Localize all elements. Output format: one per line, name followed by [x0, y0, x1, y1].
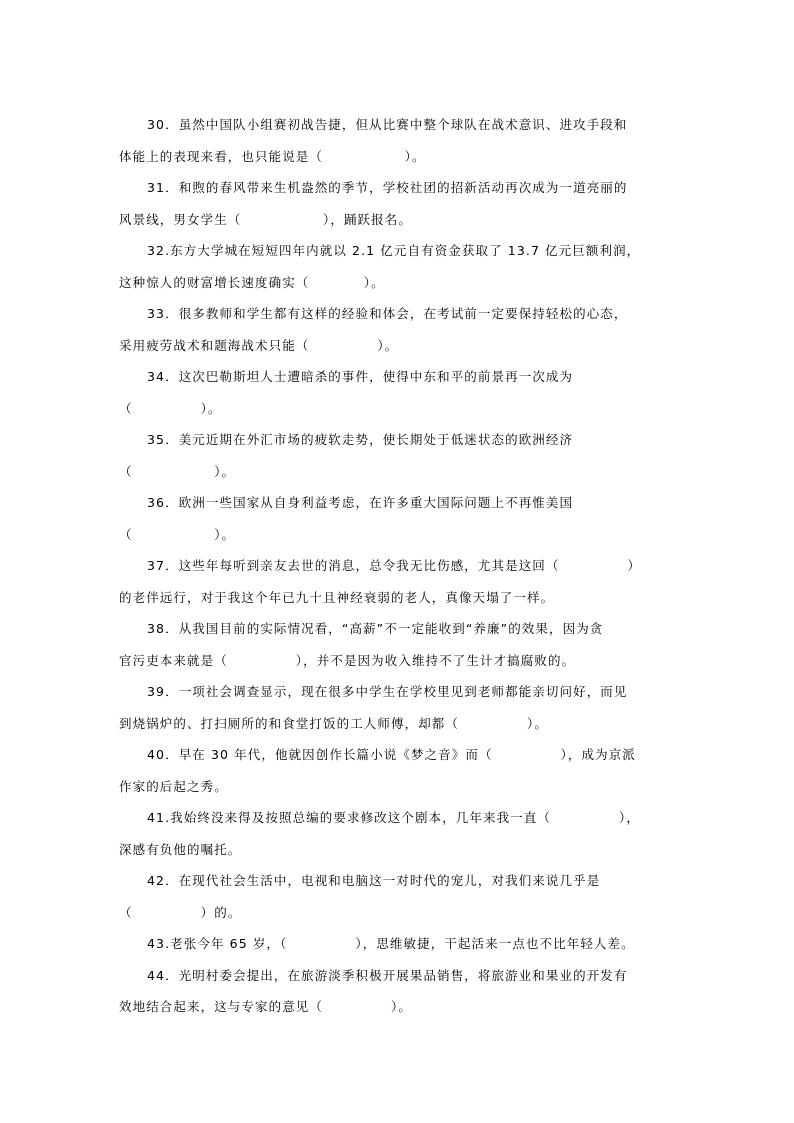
question-text-line: （ ）的。: [119, 904, 242, 920]
question-text-line: 39．一项社会调查显示，现在很多中学生在学校里见到老师都能亲切问好，而见: [147, 684, 628, 699]
question-text-line: 36．欧洲一些国家从自身利益考虑，在许多重大国际问题上不再惟美国: [147, 495, 574, 510]
question-35: [119, 424, 675, 487]
question-text-line: 38．从我国目前的实际情况看，“高薪”不一定能收到“养廉”的效果，因为贪: [147, 621, 604, 636]
question-text-line: 32.东方大学城在短短四年内就以 2.1 亿元自有资金获取了 13.7 亿元巨额利润，: [147, 243, 641, 258]
question-text-line: （ ）。: [119, 526, 236, 542]
question-text-line: 到烧锅炉的、打扫厕所的和食堂打饭的工人师傅，却都（ ）。: [119, 715, 548, 731]
question-text-line: 效地结合起来，这与专家的意见（ ）。: [119, 999, 412, 1014]
question-31: [119, 172, 675, 235]
question-text-line: 44．光明村委会提出，在旅游淡季积极开展果品销售，将旅游业和果业的开发有: [147, 967, 628, 983]
question-text-line: 33．很多教师和学生都有这样的经验和体会，在考试前一定要保持轻松的心态，: [147, 306, 628, 321]
question-text-line: 深感有负他的嘱托。: [119, 841, 242, 857]
question-text-line: 作家的后起之秀。: [119, 778, 228, 794]
question-text-line: 采用疲劳战术和题海战术只能（ ）。: [119, 337, 399, 353]
question-39: [119, 676, 675, 739]
question-text-line: 30．虽然中国队小组赛初战告捷，但从比赛中整个球队在战术意识、进攻手段和: [147, 117, 628, 132]
question-text-line: 41.我始终没来得及按照总编的要求修改这个剧本，几年来我一直（ ），: [147, 810, 640, 825]
question-text-line: 37．这些年每听到亲友去世的消息，总令我无比伤感，尤其是这回（ ）: [147, 558, 642, 573]
question-list: [119, 109, 675, 1023]
question-41: [119, 802, 675, 865]
question-38: [119, 613, 675, 676]
question-text-line: 风景线，男女学生（ ），踊跃报名。: [119, 211, 412, 227]
question-text-line: 40．早在 30 年代，他就因创作长篇小说《梦之音》而（ ），成为京派: [147, 747, 636, 762]
question-42: [119, 865, 675, 928]
question-34: [119, 361, 675, 424]
question-32: [119, 235, 675, 298]
question-text-line: （ ）。: [119, 463, 236, 479]
question-text-line: 43.老张今年 65 岁，（ ），思维敏捷，干起活来一点也不比年轻人差。: [147, 936, 635, 951]
question-40: [119, 739, 675, 802]
question-text-line: （ ）。: [119, 400, 222, 416]
question-text-line: 的老伴远行，对于我这个年已九十且神经衰弱的老人，真像天塌了一样。: [119, 589, 555, 605]
question-text-line: 35．美元近期在外汇市场的疲软走势，使长期处于低迷状态的欧洲经济: [147, 432, 574, 447]
question-37: [119, 550, 675, 613]
question-30: [119, 109, 675, 172]
question-44: [119, 960, 675, 1023]
question-36: [119, 487, 675, 550]
question-43: [119, 928, 675, 960]
question-text-line: 官污吏本来就是（ ），并不是因为收入维持不了生计才搞腐败的。: [119, 652, 576, 668]
question-text-line: 42．在现代社会生活中，电视和电脑这一对时代的宠儿，对我们来说几乎是: [147, 873, 601, 888]
question-text-line: 34．这次巴勒斯坦人士遭暗杀的事件，使得中东和平的前景再一次成为: [147, 369, 574, 384]
question-text-line: 体能上的表现来看，也只能说是（ ）。: [119, 148, 426, 164]
question-text-line: 31．和煦的春风带来生机盎然的季节，学校社团的招新活动再次成为一道亮丽的: [147, 180, 628, 195]
question-33: [119, 298, 675, 361]
question-text-line: 这种惊人的财富增长速度确实（ ）。: [119, 274, 385, 290]
